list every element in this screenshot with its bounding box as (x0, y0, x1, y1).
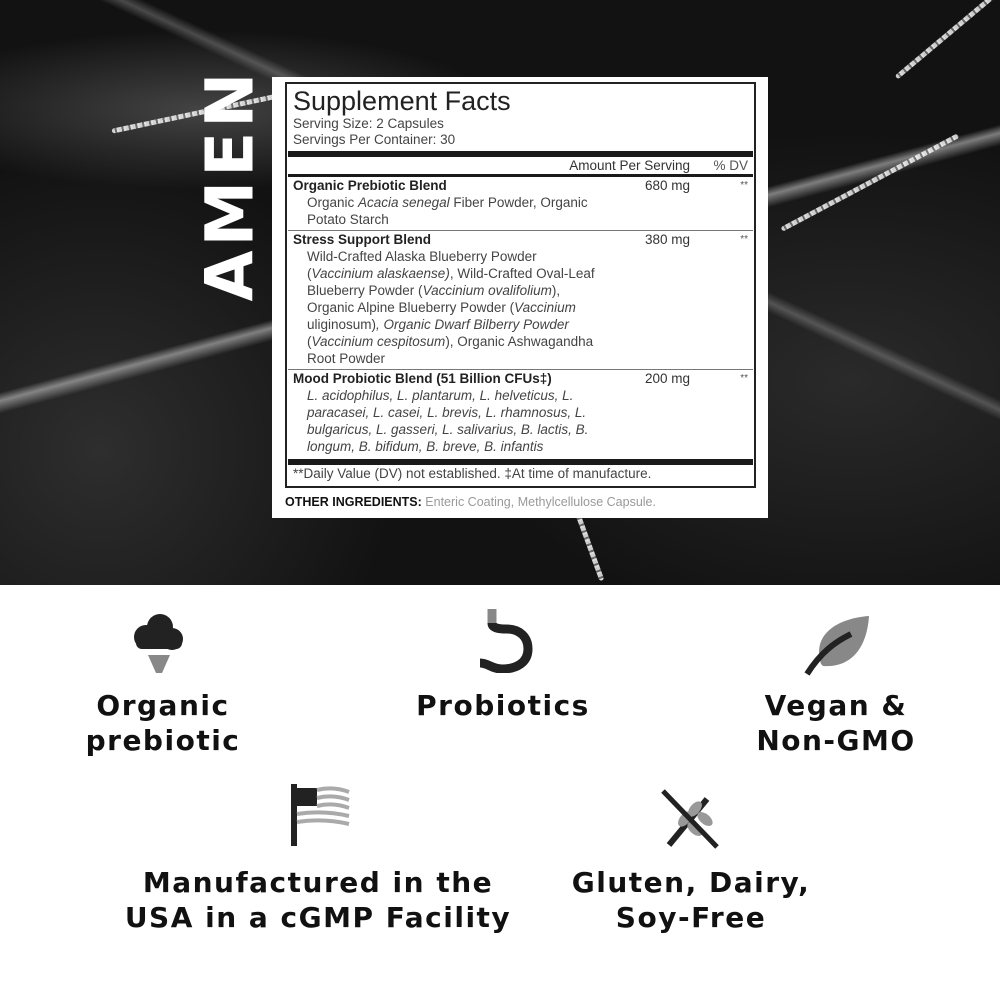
amount-column-header: Amount Per Serving (569, 158, 690, 173)
blend-amount: 680 mg (644, 178, 690, 193)
blend-dv: ** (740, 180, 748, 191)
blend-ingredients: (Vaccinium alaskaense), Wild-Crafted Oval-Leaf (307, 266, 595, 281)
stomach-icon (470, 607, 540, 673)
blend-ingredients: Potato Starch (307, 212, 389, 227)
no-wheat-icon (655, 785, 725, 851)
servings-per-container: Servings Per Container: 30 (293, 132, 456, 147)
blend-ingredients: Blueberry Powder (Vaccinium ovalifolium), (307, 283, 561, 298)
blend-row (293, 177, 748, 194)
blend-ingredients: uliginosum), Organic Dwarf Bilberry Powder (307, 317, 569, 332)
feature-vegan-non-gmo: Vegan & Non-GMO (756, 689, 916, 757)
leaf-icon (801, 612, 875, 678)
brand-logo: AMEN (191, 68, 269, 302)
dv-column-header: % DV (713, 158, 748, 173)
blend-dv: ** (740, 234, 748, 245)
other-ingredients: OTHER INGREDIENTS: Enteric Coating, Methylcellulose Capsule. (285, 495, 656, 509)
feature-made-in-usa: Manufactured in the USA in a cGMP Facility (124, 866, 512, 934)
feature-allergen-free: Gluten, Dairy, Soy-Free (571, 866, 811, 934)
us-flag-icon (285, 782, 355, 848)
feature-probiotics: Probiotics (416, 689, 590, 722)
footnote: **Daily Value (DV) not established. ‡At time of manufacture. (293, 466, 652, 481)
broccoli-icon (126, 611, 190, 675)
facts-title: Supplement Facts (293, 86, 511, 116)
blend-name: Organic Prebiotic Blend (293, 178, 447, 193)
blend-ingredients: (Vaccinium cespitosum), Organic Ashwagandha (307, 334, 594, 349)
blend-ingredients: L. acidophilus, L. plantarum, L. helveticus, L. (307, 388, 574, 403)
blend-ingredients: Root Powder (307, 351, 386, 366)
serving-size: Serving Size: 2 Capsules (293, 116, 444, 131)
blend-row (293, 370, 748, 387)
column-header (293, 157, 748, 174)
blend-ingredients: paracasei, L. casei, L. brevis, L. rhamnosus, L. (307, 405, 587, 420)
blend-row (293, 231, 748, 248)
blend-ingredients: Organic Acacia senegal Fiber Powder, Organic (307, 195, 588, 210)
feature-organic-prebiotic: Organic prebiotic (85, 689, 241, 757)
blend-name: Mood Probiotic Blend (51 Billion CFUs‡) (293, 371, 552, 386)
blend-ingredients: longum, B. bifidum, B. breve, B. infantis (307, 439, 544, 454)
blend-ingredients: Wild-Crafted Alaska Blueberry Powder (307, 249, 537, 264)
blend-ingredients: Organic Alpine Blueberry Powder (Vaccinium (307, 300, 576, 315)
blend-dv: ** (740, 373, 748, 384)
supplement-facts-label (272, 77, 768, 518)
blend-name: Stress Support Blend (293, 232, 432, 247)
blend-amount: 380 mg (644, 232, 690, 247)
blend-ingredients: bulgaricus, L. gasseri, L. salivarius, B. lactis, B. (307, 422, 589, 437)
blend-amount: 200 mg (644, 371, 690, 386)
